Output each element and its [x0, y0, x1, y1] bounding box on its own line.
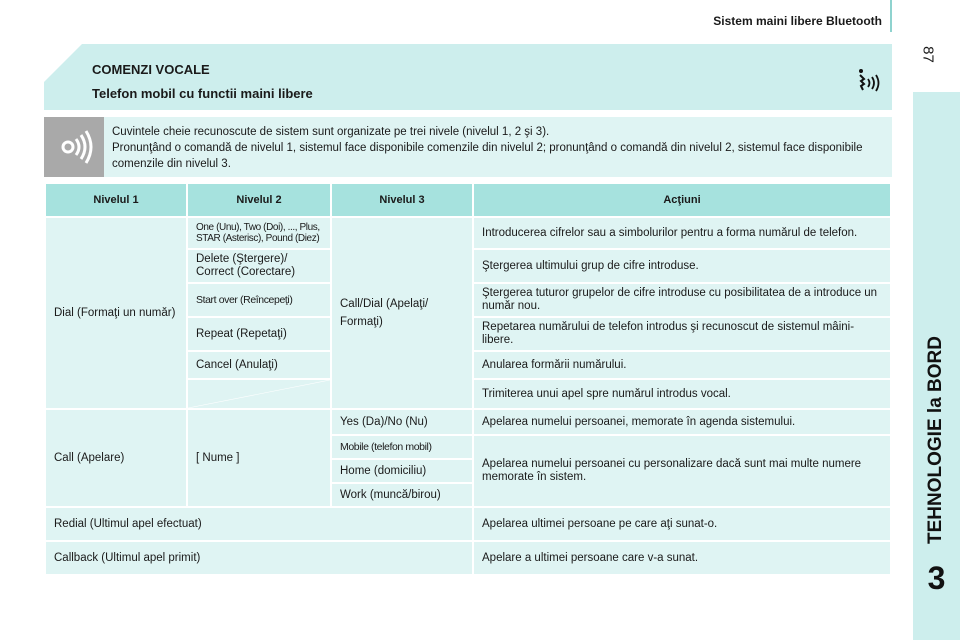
table-row — [46, 542, 890, 574]
intro-line-1: Cuvintele cheie recunoscute de sistem sunt organizate pe trei nivele (nivelul 1, 2 şi 3). — [112, 126, 550, 138]
section-subtitle: Telefon mobil cu functii maini libere — [92, 86, 313, 101]
voice-command-icon — [852, 66, 882, 94]
intro-text — [112, 124, 882, 172]
call-level3-mobile: Mobile (telefon mobil) — [332, 436, 472, 458]
dial-level2-repeat: Repeat (Repetaţi) — [188, 318, 330, 350]
header-rule — [890, 0, 892, 32]
dial-level3: Call/Dial (Apelaţi/ Formaţi) — [332, 218, 472, 408]
dial-action-send: Trimiterea unui apel spre numărul introdus vocal. — [474, 380, 890, 408]
dial-action-delete: Ştergerea ultimului grup de cifre introduse. — [474, 250, 890, 282]
callback-action: Apelare a ultimei persoane care v-a sunat. — [474, 542, 890, 574]
call-level3-yesno: Yes (Da)/No (Nu) — [332, 410, 472, 434]
table-row — [46, 218, 890, 248]
dial-action-repeat: Repetarea numărului de telefon introdus şi recunoscut de sistemul mâini- libere. — [474, 318, 890, 350]
section-title: COMENZI VOCALE — [92, 62, 210, 77]
running-head: Sistem maini libere Bluetooth — [713, 14, 882, 28]
chapter-number: 3 — [927, 560, 946, 596]
col-header-level1: Nivelul 1 — [46, 184, 186, 216]
speaker-voice-icon — [44, 117, 104, 177]
dial-action-cancel: Anularea formării numărului. — [474, 352, 890, 378]
dial-level2-delete: Delete (Ştergere)/ Correct (Corectare) — [188, 250, 330, 282]
call-level2: [ Nume ] — [188, 410, 330, 506]
call-action-yesno: Apelarea numelui persoanei, memorate în agenda sistemului. — [474, 410, 890, 434]
col-header-actions: Acţiuni — [474, 184, 890, 216]
dial-action-startover: Ştergerea tuturor grupelor de cifre introduse cu posibilitatea de a introduce un număr nou. — [474, 284, 890, 316]
dial-action-digits: Introducerea cifrelor sau a simbolurilor pentru a forma numărul de telefon. — [474, 218, 890, 248]
call-level3-home: Home (domiciliu) — [332, 460, 472, 482]
page-number: 87 — [919, 46, 937, 63]
table-row — [46, 410, 890, 434]
table-row — [46, 508, 890, 540]
dial-level2-cancel: Cancel (Anulaţi) — [188, 352, 330, 378]
section-label: TEHNOLOGIE la BORD — [925, 336, 946, 544]
intro-icon-box — [44, 117, 104, 177]
call-level3-work: Work (muncă/birou) — [332, 484, 472, 506]
redial-action: Apelarea ultimei persoane pe care aţi sunat-o. — [474, 508, 890, 540]
col-header-level3: Nivelul 3 — [332, 184, 472, 216]
callback-command: Callback (Ultimul apel primit) — [46, 542, 472, 574]
call-action-personalized: Apelarea numelui persoanei cu personalizare dacă sunt mai multe numere memorate în sistem. — [474, 436, 890, 506]
dial-level2-digits: One (Unu), Two (Doi), ..., Plus, STAR (Asterisc), Pound (Diez) — [188, 218, 330, 248]
col-header-level2: Nivelul 2 — [188, 184, 330, 216]
dial-level2-empty — [188, 380, 330, 408]
dial-level1: Dial (Formaţi un număr) — [46, 218, 186, 408]
call-level1: Call (Apelare) — [46, 410, 186, 506]
voice-commands-table — [44, 182, 892, 576]
empty-cell-diagonal — [188, 380, 330, 408]
dial-level2-startover: Start over (Reîncepeţi) — [188, 284, 330, 316]
table-header-row — [46, 184, 890, 216]
intro-line-2: Pronunţând o comandă de nivelul 1, sistemul face disponibile comenzile din nivelul 2; pronunţând o comandă din nivelul 2, sistemul face disponibile comenzile din nivelul 3. — [112, 142, 863, 170]
redial-command: Redial (Ultimul apel efectuat) — [46, 508, 472, 540]
